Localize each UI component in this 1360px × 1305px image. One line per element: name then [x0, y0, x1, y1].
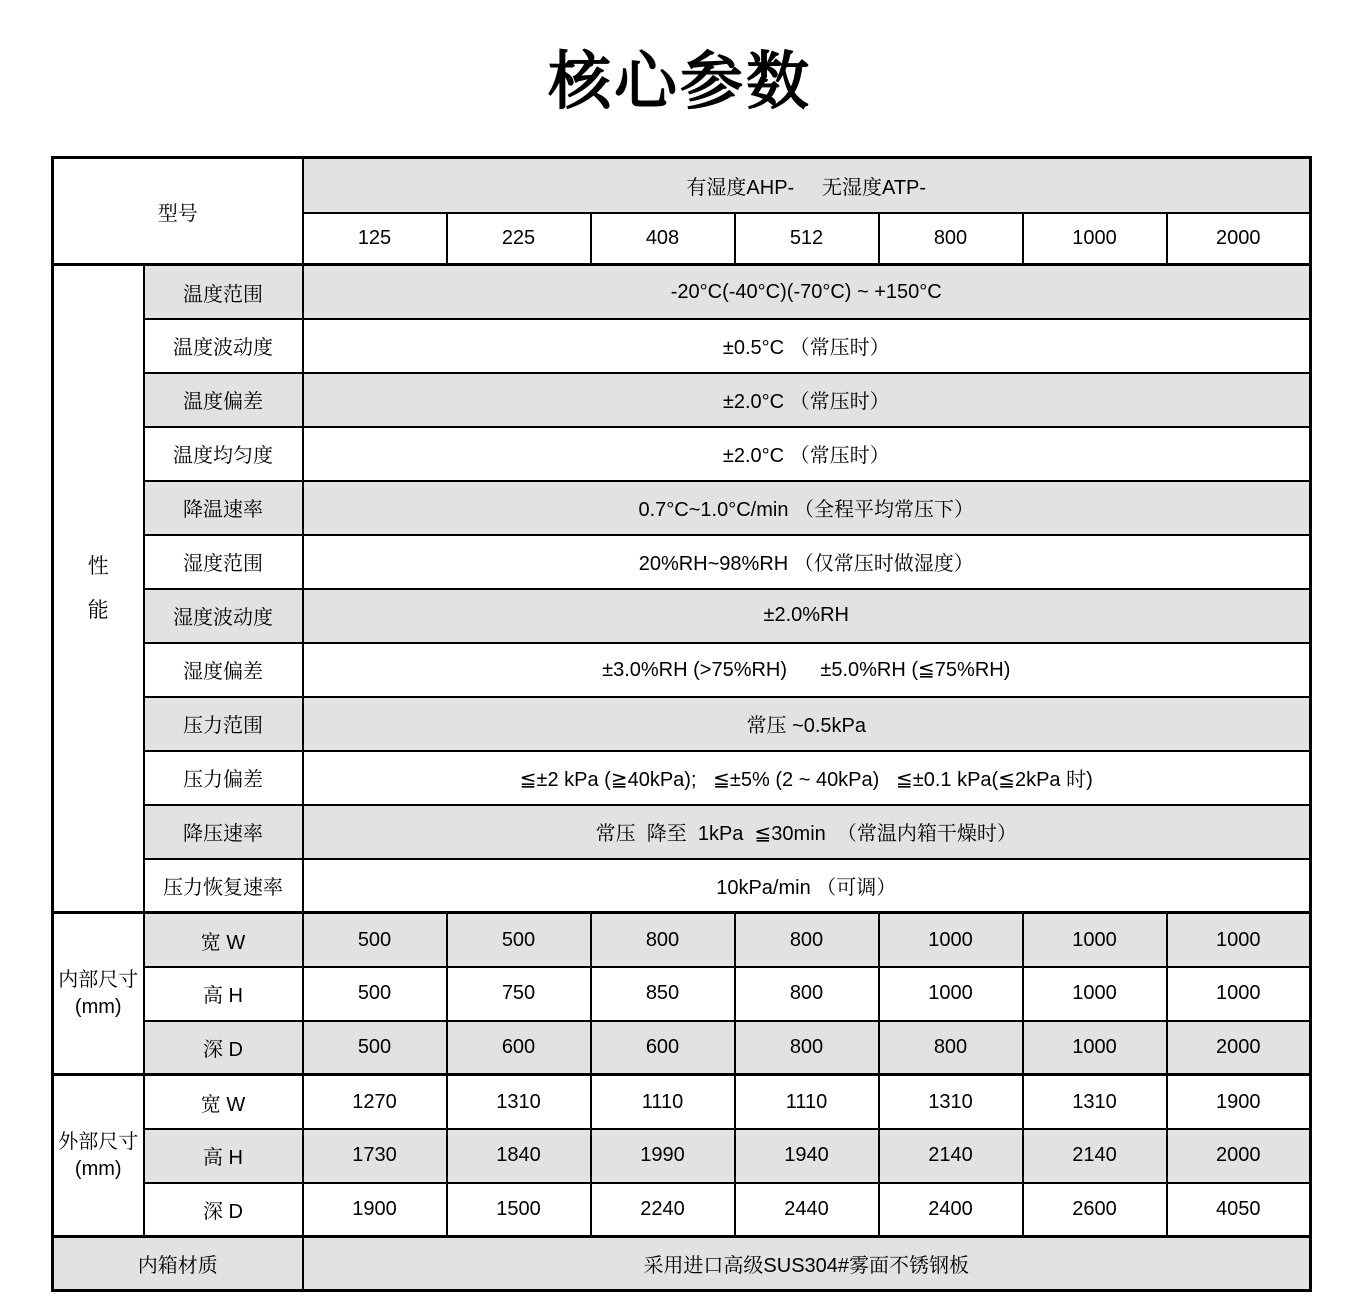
- external-height-408: 1990: [591, 1129, 735, 1183]
- model-col-512: 512: [735, 213, 879, 265]
- external-width-125: 1270: [303, 1075, 447, 1129]
- perf-value-humidity-range: 20%RH~98%RH （仅常压时做湿度）: [303, 535, 1311, 589]
- external-height-225: 1840: [447, 1129, 591, 1183]
- internal-dim-row-depth: [53, 1021, 1311, 1075]
- external-dimensions-group-cell: [53, 1075, 144, 1237]
- external-depth-800: 2400: [879, 1183, 1023, 1237]
- internal-height-125: 500: [303, 967, 447, 1021]
- internal-width-1000: 1000: [1023, 913, 1167, 967]
- internal-depth-512: 800: [735, 1021, 879, 1075]
- page-title: 核心参数: [548, 47, 812, 117]
- internal-dimensions-group-cell: [53, 913, 144, 1075]
- model-col-2000: 2000: [1167, 213, 1311, 265]
- perf-label-temp-deviation: 温度偏差: [144, 373, 303, 427]
- internal-depth-1000: 1000: [1023, 1021, 1167, 1075]
- perf-label-pressure-range: 压力范围: [144, 697, 303, 751]
- perf-label-humidity-fluctuation: 湿度波动度: [144, 589, 303, 643]
- external-depth-225: 1500: [447, 1183, 591, 1237]
- perf-label-temp-uniformity: 温度均匀度: [144, 427, 303, 481]
- internal-width-225: 500: [447, 913, 591, 967]
- perf-value-pressure-range: 常压 ~0.5kPa: [303, 697, 1311, 751]
- external-dimensions-group-label: 外部尺寸: [58, 1130, 139, 1153]
- perf-value-humidity-fluctuation: ±2.0%RH: [303, 589, 1311, 643]
- internal-dim-label-depth: 深 D: [144, 1021, 303, 1075]
- series-header-cell: 有湿度AHP- 无湿度ATP-: [303, 158, 1311, 213]
- perf-value-pressure-recovery-rate: 10kPa/min （可调）: [303, 859, 1311, 913]
- external-width-512: 1110: [735, 1075, 879, 1129]
- external-height-800: 2140: [879, 1129, 1023, 1183]
- external-dim-row-width: [53, 1075, 1311, 1129]
- perf-row-temp-range: [53, 265, 1311, 319]
- internal-depth-2000: 2000: [1167, 1021, 1311, 1075]
- internal-dim-label-width: 宽 W: [144, 913, 303, 967]
- perf-label-temp-fluctuation: 温度波动度: [144, 319, 303, 373]
- model-col-225: 225: [447, 213, 591, 265]
- internal-depth-408: 600: [591, 1021, 735, 1075]
- internal-width-125: 500: [303, 913, 447, 967]
- internal-dimensions-group-label: 内部尺寸: [58, 968, 139, 991]
- perf-label-pressure-recovery-rate: 压力恢复速率: [144, 859, 303, 913]
- perf-value-humidity-deviation: ±3.0%RH (>75%RH) ±5.0%RH (≦75%RH): [303, 643, 1311, 697]
- perf-row-pressure-range: [53, 697, 1311, 751]
- external-depth-512: 2440: [735, 1183, 879, 1237]
- external-depth-1000: 2600: [1023, 1183, 1167, 1237]
- external-width-1000: 1310: [1023, 1075, 1167, 1129]
- model-header-cell: 型号: [53, 158, 303, 265]
- perf-row-temp-fluctuation: [53, 319, 1311, 373]
- external-height-125: 1730: [303, 1129, 447, 1183]
- model-col-125: 125: [303, 213, 447, 265]
- internal-dim-row-height: [53, 967, 1311, 1021]
- perf-row-pressure-recovery-rate: [53, 859, 1311, 913]
- material-value: 采用进口高级SUS304#雾面不锈钢板: [303, 1237, 1311, 1291]
- perf-label-cooling-rate: 降温速率: [144, 481, 303, 535]
- perf-row-temp-deviation: [53, 373, 1311, 427]
- internal-height-512: 800: [735, 967, 879, 1021]
- core-parameters-table: [51, 156, 1312, 1292]
- performance-group-cell: [53, 265, 144, 913]
- internal-dimensions-unit: (mm): [74, 995, 122, 1018]
- model-col-408: 408: [591, 213, 735, 265]
- perf-row-humidity-range: [53, 535, 1311, 589]
- external-depth-125: 1900: [303, 1183, 447, 1237]
- external-dim-label-depth: 深 D: [144, 1183, 303, 1237]
- internal-height-800: 1000: [879, 967, 1023, 1021]
- external-height-2000: 2000: [1167, 1129, 1311, 1183]
- perf-value-temp-fluctuation: ±0.5°C （常压时）: [303, 319, 1311, 373]
- material-row: [53, 1237, 1311, 1291]
- perf-row-humidity-deviation: [53, 643, 1311, 697]
- external-height-512: 1940: [735, 1129, 879, 1183]
- perf-label-pressure-deviation: 压力偏差: [144, 751, 303, 805]
- header-row-series: [53, 158, 1311, 213]
- model-col-1000: 1000: [1023, 213, 1167, 265]
- internal-depth-125: 500: [303, 1021, 447, 1075]
- perf-row-depressurization-rate: [53, 805, 1311, 859]
- perf-label-temp-range: 温度范围: [144, 265, 303, 319]
- perf-value-cooling-rate: 0.7°C~1.0°C/min （全程平均常压下）: [303, 481, 1311, 535]
- perf-row-cooling-rate: [53, 481, 1311, 535]
- perf-row-pressure-deviation: [53, 751, 1311, 805]
- perf-row-temp-uniformity: [53, 427, 1311, 481]
- external-dim-row-depth: [53, 1183, 1311, 1237]
- perf-value-pressure-deviation: ≦±2 kPa (≧40kPa); ≦±5% (2 ~ 40kPa) ≦±0.1 kPa(≦2kPa 时): [303, 751, 1311, 805]
- internal-dim-label-height: 高 H: [144, 967, 303, 1021]
- perf-value-temp-uniformity: ±2.0°C （常压时）: [303, 427, 1311, 481]
- material-label: 内箱材质: [53, 1237, 303, 1291]
- external-depth-2000: 4050: [1167, 1183, 1311, 1237]
- perf-label-depressurization-rate: 降压速率: [144, 805, 303, 859]
- internal-width-512: 800: [735, 913, 879, 967]
- external-dimensions-unit: (mm): [74, 1157, 122, 1180]
- perf-value-temp-deviation: ±2.0°C （常压时）: [303, 373, 1311, 427]
- external-dim-label-height: 高 H: [144, 1129, 303, 1183]
- perf-label-humidity-deviation: 湿度偏差: [144, 643, 303, 697]
- internal-width-800: 1000: [879, 913, 1023, 967]
- internal-height-1000: 1000: [1023, 967, 1167, 1021]
- perf-value-depressurization-rate: 常压 降至 1kPa ≦30min （常温内箱干燥时）: [303, 805, 1311, 859]
- internal-width-2000: 1000: [1167, 913, 1311, 967]
- external-width-225: 1310: [447, 1075, 591, 1129]
- internal-dim-row-width: [53, 913, 1311, 967]
- model-col-800: 800: [879, 213, 1023, 265]
- external-dim-label-width: 宽 W: [144, 1075, 303, 1129]
- internal-height-2000: 1000: [1167, 967, 1311, 1021]
- perf-label-humidity-range: 湿度范围: [144, 535, 303, 589]
- internal-depth-225: 600: [447, 1021, 591, 1075]
- external-width-408: 1110: [591, 1075, 735, 1129]
- internal-depth-800: 800: [879, 1021, 1023, 1075]
- external-depth-408: 2240: [591, 1183, 735, 1237]
- performance-group-label: 性能: [87, 554, 109, 622]
- external-width-2000: 1900: [1167, 1075, 1311, 1129]
- perf-row-humidity-fluctuation: [53, 589, 1311, 643]
- external-width-800: 1310: [879, 1075, 1023, 1129]
- perf-value-temp-range: -20°C(-40°C)(-70°C) ~ +150°C: [303, 265, 1311, 319]
- external-dim-row-height: [53, 1129, 1311, 1183]
- internal-height-408: 850: [591, 967, 735, 1021]
- internal-width-408: 800: [591, 913, 735, 967]
- external-height-1000: 2140: [1023, 1129, 1167, 1183]
- internal-height-225: 750: [447, 967, 591, 1021]
